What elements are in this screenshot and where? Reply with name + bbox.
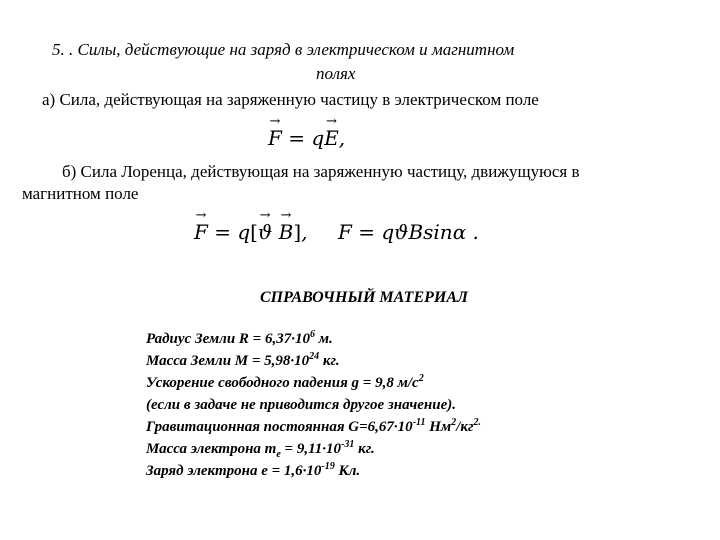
lorentz-equals: = q <box>207 220 251 244</box>
electron-mass-unit: кг. <box>354 441 375 457</box>
bracket-open: [ <box>250 220 258 244</box>
ref-earth-radius <box>146 331 333 348</box>
ref-earth-mass <box>146 353 340 370</box>
formula-equals: = <box>281 126 312 150</box>
earth-radius-text: Радиус Земли R = 6,37·10 <box>146 331 310 347</box>
electron-charge-text: Заряд электрона е = 1,6·10 <box>146 463 322 479</box>
earth-mass-unit: кг. <box>319 353 340 369</box>
lorentz-comma: , <box>301 220 308 244</box>
electron-mass-value: = 9,11·10 <box>280 441 342 457</box>
magnetic-field-vector: → B <box>279 220 294 244</box>
force-vector: → F <box>268 126 282 150</box>
electron-mass-sub: e <box>276 449 281 460</box>
electron-charge-unit: Кл. <box>334 463 361 479</box>
lorentz-force-vector: → F <box>194 220 208 244</box>
formula-electric-force <box>268 126 345 150</box>
grav-const-unit2-exp: 2. <box>473 417 481 428</box>
formula-comma: , <box>338 126 346 150</box>
electron-charge-exp: -19 <box>321 461 335 472</box>
electron-mass-exp: -31 <box>341 439 355 450</box>
field-vector: → E <box>324 126 339 150</box>
electron-mass-text: Масса электрона m <box>146 441 277 457</box>
earth-radius-exp: 6 <box>309 329 315 340</box>
ref-grav-const <box>146 419 481 436</box>
formula-charge: q <box>311 126 325 150</box>
ref-electron-charge <box>146 463 360 480</box>
earth-mass-text: Масса Земли М = 5,98·10 <box>146 353 310 369</box>
heading-line-2: полях <box>316 64 356 83</box>
ref-note: (если в задаче не приводится другое значение). <box>146 397 456 413</box>
item-b-line-1: б) Сила Лоренца, действующая на заряженную частицу, движущуюся в <box>62 162 580 181</box>
formula-lorentz-scalar: F = qϑBsinα . <box>338 220 479 244</box>
grav-const-unit-exp: 2 <box>451 417 457 428</box>
bracket-close: ] <box>293 220 302 244</box>
heading-line-1: 5. . Силы, действующие на заряд в электрическом и магнитном <box>52 40 515 59</box>
item-b-line-2: магнитном поле <box>22 184 139 203</box>
earth-radius-unit: м. <box>314 331 333 347</box>
reference-title: СПРАВОЧНЫЙ МАТЕРИАЛ <box>260 289 468 306</box>
grav-const-text: Гравитационная постоянная G=6,67·10 <box>146 419 413 435</box>
grav-const-unit2: /кг <box>456 419 474 435</box>
ref-gravity-accel <box>146 375 424 392</box>
gravity-accel-text: Ускорение свободного падения g = 9,8 м/с <box>146 375 419 391</box>
gravity-accel-exp: 2 <box>418 373 424 384</box>
formula-lorentz-vector <box>194 220 308 244</box>
ref-electron-mass <box>146 441 375 458</box>
grav-const-unit: Нм <box>425 419 452 435</box>
grav-const-exp: -11 <box>412 417 426 428</box>
earth-mass-exp: 24 <box>309 351 320 362</box>
velocity-vector: → ϑ <box>258 220 272 244</box>
item-a-text: а) Сила, действующая на заряженную частицу в электрическом поле <box>42 90 539 109</box>
